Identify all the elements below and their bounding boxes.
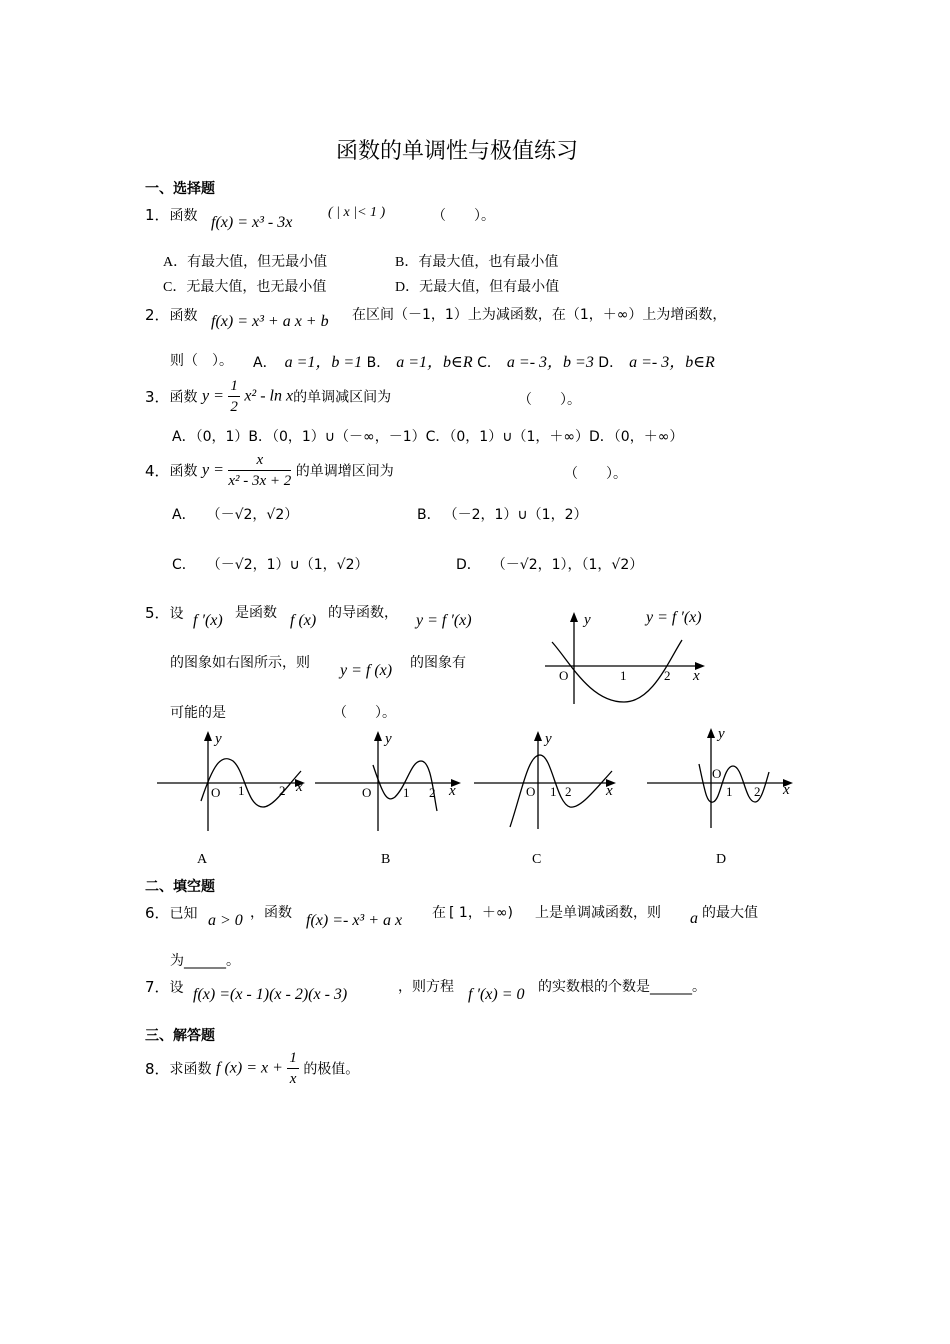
q6-interval: [ 1，＋∞) bbox=[449, 905, 513, 921]
graph-b-y-arrow bbox=[374, 731, 382, 741]
q8-prefix: 求函数 bbox=[169, 1061, 212, 1078]
q1-option-c: C．无最大值，也无最小值 bbox=[163, 280, 327, 295]
q1-expression: f(x) = x³ - 3x bbox=[211, 214, 293, 231]
question-5 bbox=[145, 602, 184, 623]
graph-c-x-label: x bbox=[606, 783, 613, 799]
q1-number: 1． bbox=[145, 206, 170, 224]
q4-prefix: 函数 bbox=[169, 463, 198, 480]
main-y-arrow bbox=[570, 612, 578, 622]
graph-d-x-label: x bbox=[783, 782, 790, 798]
main-tick-2: 2 bbox=[664, 668, 671, 683]
option-graph-b bbox=[313, 725, 473, 870]
graph-b-y-label: y bbox=[385, 731, 392, 747]
graph-b-tick-1: 1 bbox=[403, 785, 410, 800]
q5-paren: （ ）。 bbox=[333, 705, 396, 721]
q5-set: 设 bbox=[169, 606, 184, 622]
question-2 bbox=[145, 304, 198, 325]
graph-d-tick-2: 2 bbox=[754, 784, 761, 799]
q1-condition: ( | x |< 1 ) bbox=[328, 205, 386, 220]
q8-frac-den: x bbox=[289, 1071, 297, 1087]
main-curve bbox=[552, 640, 682, 702]
q4-option-a bbox=[172, 504, 298, 524]
q4-d-label: D． bbox=[456, 557, 481, 573]
q5-number: 5． bbox=[145, 604, 170, 622]
q3-fraction bbox=[228, 376, 240, 417]
graph-b-label: B bbox=[381, 852, 391, 867]
graph-c-y-label: y bbox=[545, 731, 552, 747]
graph-d-y-label: y bbox=[718, 726, 725, 742]
graph-c-o-label: O bbox=[526, 784, 536, 799]
q2-d-label: D． bbox=[598, 355, 624, 371]
q7-number: 7． bbox=[145, 978, 170, 996]
graph-c-tick-2: 2 bbox=[565, 784, 572, 799]
q4-c-label: C． bbox=[172, 557, 196, 573]
option-graph-d bbox=[643, 722, 803, 870]
graph-a-tick-1: 1 bbox=[238, 783, 245, 798]
q4-option-c bbox=[172, 554, 369, 574]
graph-a-label: A bbox=[197, 852, 208, 867]
q5-fprime: f ′(x) bbox=[193, 612, 223, 629]
q3-y: y = bbox=[202, 387, 224, 405]
q2-number: 2． bbox=[145, 306, 170, 324]
q4-fraction bbox=[228, 450, 291, 491]
question-3 bbox=[145, 376, 391, 417]
q6-expression: f(x) =- x³ + a x bbox=[306, 912, 403, 929]
main-y-label: y bbox=[584, 612, 591, 628]
q1-option-b: B．有最大值，也有最小值 bbox=[395, 255, 559, 270]
section-choice: 一、选择题 bbox=[145, 181, 215, 197]
graph-d-label: D bbox=[716, 852, 727, 867]
q8-fraction bbox=[287, 1048, 299, 1089]
q6-known: 已知 bbox=[169, 906, 198, 922]
graph-b-tick-2: 2 bbox=[429, 785, 436, 800]
q8-number: 8． bbox=[145, 1060, 170, 1078]
section-answer: 三、解答题 bbox=[145, 1028, 215, 1044]
q2-a-label: A． bbox=[253, 355, 277, 371]
q4-b-label: B． bbox=[417, 507, 441, 523]
q3-number: 3． bbox=[145, 388, 170, 406]
q3-paren: （ ）。 bbox=[518, 392, 581, 408]
option-graph-a bbox=[155, 725, 315, 870]
derivative-graph bbox=[540, 600, 740, 710]
section-fill: 二、填空题 bbox=[145, 879, 215, 895]
main-o-label: O bbox=[559, 668, 569, 683]
q4-c-text: （－√2，1）∪（1，√2） bbox=[213, 557, 369, 573]
q6-comma-func: ，函数 bbox=[250, 905, 292, 921]
graph-d-o-label: O bbox=[712, 766, 722, 781]
q5-y-fx: y = f (x) bbox=[340, 662, 393, 679]
q4-number: 4． bbox=[145, 462, 170, 480]
q3-frac-den: 2 bbox=[230, 399, 238, 415]
q1-paren: （ ）。 bbox=[432, 208, 495, 224]
q6-condition: a > 0 bbox=[208, 912, 243, 929]
q5-fx: f (x) bbox=[290, 612, 317, 629]
page-title: 函数的单调性与极值练习 bbox=[336, 139, 579, 164]
q4-d-text: （－√2，1），（1，√2） bbox=[498, 557, 644, 573]
q2-option-d: a =- 3，b∈R bbox=[629, 354, 715, 371]
q4-option-b bbox=[417, 504, 588, 524]
q6-number: 6． bbox=[145, 904, 170, 922]
q3-prefix: 函数 bbox=[169, 389, 198, 406]
q2-options bbox=[253, 349, 715, 372]
q3-rest: x² - ln x bbox=[244, 387, 294, 405]
q5-is-deriv: 是函数 bbox=[235, 605, 277, 621]
q3-options: A．（0，1）B．（0，1）∪（－∞，－1）C．（0，1）∪（1，＋∞）D．（0，＋∞） bbox=[172, 429, 684, 445]
q7-expression: f(x) =(x - 1)(x - 2)(x - 3) bbox=[193, 986, 348, 1003]
graph-a-o-label: O bbox=[211, 785, 221, 800]
q1-prefix: 函数 bbox=[169, 208, 198, 224]
q2-b-label: B． bbox=[366, 355, 391, 371]
graph-a-x-label: x bbox=[296, 779, 303, 795]
q1-option-d: D．无最大值，但有最小值 bbox=[395, 280, 560, 295]
main-graph-title: y = f ′(x) bbox=[646, 609, 702, 626]
q4-stem: 的单调增区间为 bbox=[295, 463, 394, 480]
q6-a: a bbox=[690, 910, 698, 927]
q8-tail: 的极值。 bbox=[303, 1061, 360, 1078]
q5-line2a: 的图象如右图所示，则 bbox=[170, 655, 310, 671]
q6-in: 在 bbox=[432, 905, 446, 921]
graph-c-y-arrow bbox=[534, 731, 542, 741]
graph-a-y-label: y bbox=[215, 731, 222, 747]
question-6 bbox=[145, 902, 198, 923]
graph-c-tick-1: 1 bbox=[550, 784, 557, 799]
q3-stem: 的单调减区间为 bbox=[293, 389, 392, 406]
q7-mid: ，则方程 bbox=[398, 979, 454, 995]
q5-line3: 可能的是 bbox=[170, 705, 226, 721]
q7-set: 设 bbox=[169, 980, 184, 996]
q2-c-label: C． bbox=[477, 355, 501, 371]
graph-b-x-label: x bbox=[449, 783, 456, 799]
q8-expression: f (x) = x + bbox=[216, 1059, 283, 1077]
q6-tail: 的最大值 bbox=[702, 905, 758, 921]
q4-option-d bbox=[456, 554, 643, 574]
question-1 bbox=[145, 204, 198, 225]
q4-frac-num: x bbox=[228, 450, 291, 471]
question-8 bbox=[145, 1048, 359, 1089]
question-4 bbox=[145, 450, 394, 491]
q7-equation: f ′(x) = 0 bbox=[468, 986, 525, 1003]
q5-line2b: 的图象有 bbox=[410, 655, 466, 671]
q2-stem: 在区间（－1，1）上为减函数，在（1，＋∞）上为增函数， bbox=[352, 307, 727, 323]
graph-a-y-arrow bbox=[204, 731, 212, 741]
option-graph-c bbox=[470, 725, 630, 870]
q2-option-b: a =1，b∈R bbox=[396, 354, 473, 371]
q6-line2: 为______。 bbox=[170, 953, 240, 969]
q4-b-text: （－2，1）∪（1，2） bbox=[450, 507, 588, 523]
question-7 bbox=[145, 976, 184, 997]
graph-d-y-arrow bbox=[707, 728, 715, 738]
q8-frac-num: 1 bbox=[287, 1048, 299, 1069]
q5-deriv-word: 的导函数， bbox=[328, 605, 398, 621]
q7-tail: 的实数根的个数是______。 bbox=[538, 979, 706, 995]
q4-frac-den: x² - 3x + 2 bbox=[228, 473, 292, 489]
main-x-label: x bbox=[693, 668, 700, 684]
q1-option-a: A．有最大值，但无最小值 bbox=[163, 255, 328, 270]
graph-a-tick-2: 2 bbox=[279, 783, 286, 798]
graph-d-tick-1: 1 bbox=[726, 784, 733, 799]
main-tick-1: 1 bbox=[620, 668, 627, 683]
q2-prefix: 函数 bbox=[169, 308, 198, 324]
graph-b-o-label: O bbox=[362, 785, 372, 800]
q4-paren: （ ）。 bbox=[564, 466, 627, 482]
q4-a-text: （－√2，√2） bbox=[213, 507, 299, 523]
q2-then: 则（ ）。 bbox=[170, 353, 233, 369]
q4-a-label: A． bbox=[172, 507, 196, 523]
q2-option-a: a =1，b =1 bbox=[284, 354, 363, 371]
q6-stem: 上是单调减函数，则 bbox=[535, 905, 661, 921]
graph-c-label: C bbox=[532, 852, 542, 867]
q5-y-fprime: y = f ′(x) bbox=[416, 612, 472, 629]
q2-option-c: a =- 3，b =3 bbox=[506, 354, 594, 371]
q2-expression: f(x) = x³ + a x + b bbox=[211, 313, 329, 330]
q3-frac-num: 1 bbox=[228, 376, 240, 397]
q4-y: y = bbox=[202, 461, 224, 479]
